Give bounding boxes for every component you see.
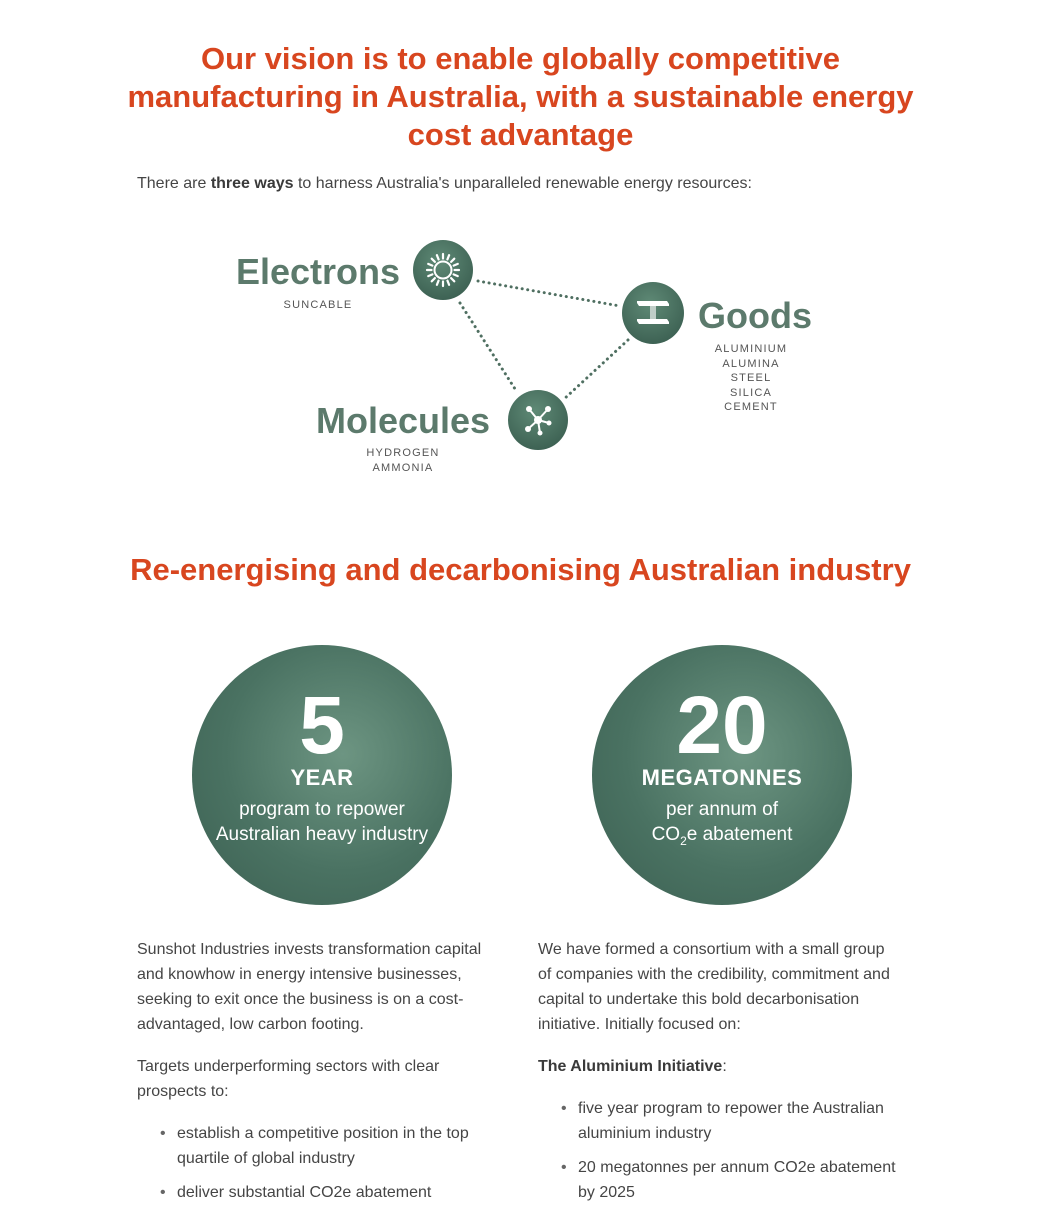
initiative-label: The Aluminium Initiative <box>538 1058 723 1075</box>
left-bullet-list <box>137 1121 509 1205</box>
stat-desc-line-2: $CO_2e$ abatement <box>651 824 793 848</box>
right-para-1: We have formed a consortium with a small group of companies with the credibility, commitment and capital to undertake this bold decarbonisation initiative. Initially focused on: <box>538 941 890 1033</box>
intro-emphasis: three ways <box>210 175 294 192</box>
list-item: • establish a competitive position in the top quartile of global industry <box>177 1121 509 1171</box>
vision-heading: Our vision is to enable globally competitive manufacturing in Australia, with a sustainable energy cost advantage <box>127 41 914 152</box>
goods-item-5: CEMENT <box>724 401 778 413</box>
goods-item-3: STEEL <box>730 372 772 384</box>
goods-title: Goods <box>698 295 812 336</box>
left-para-2: Targets underperforming sectors with clear prospects to: <box>137 1058 440 1100</box>
electrons-item: SUNCABLE <box>283 299 353 311</box>
goods-item-4: SILICA <box>729 387 773 399</box>
diagram-connectors <box>460 281 628 400</box>
molecules-item-2: AMMONIA <box>372 462 434 474</box>
goods-item-2: ALUMINA <box>722 358 780 370</box>
stat-description: program to repower Australian heavy industry <box>215 799 429 845</box>
stat-circle-years <box>192 645 452 905</box>
stat-number: 5 <box>299 680 345 771</box>
stat-desc-line-1: per annum of <box>666 799 778 820</box>
initiative-line: The Aluminium Initiative: <box>538 1058 727 1075</box>
stat-unit: MEGATONNES <box>641 765 803 790</box>
goods-item-1: ALUMINIUM <box>714 343 788 355</box>
right-column <box>538 937 898 1214</box>
stat-unit: YEAR <box>290 765 354 790</box>
intro-suffix: to harness Australia's unparalleled renewable energy resources: <box>293 175 752 192</box>
section-heading: Re-energising and decarbonising Australian industry <box>130 552 911 587</box>
connector-electrons-goods <box>478 281 620 306</box>
connector-electrons-molecules <box>460 303 517 392</box>
molecules-item-1: HYDROGEN <box>366 447 440 459</box>
left-para-1: Sunshot Industries invests transformation capital and knowhow in energy intensive businesses, seeking to exit once the business is on a cost-advantaged, low carbon footing. <box>137 941 482 1033</box>
molecules-title: Molecules <box>315 400 491 441</box>
three-ways-diagram <box>0 0 1041 520</box>
stat-number: 20 <box>676 680 768 771</box>
stat-circle-megatonnes <box>592 645 852 905</box>
list-item: • deliver substantial CO2e abatement <box>177 1180 509 1205</box>
electrons-title: Electrons <box>235 251 401 292</box>
stat-description <box>612 797 832 854</box>
list-item: • 20 megatonnes per annum CO2e abatement by 2025 <box>578 1155 898 1205</box>
electrons-node <box>413 240 473 300</box>
list-item: • five year program to repower the Australian aluminium industry <box>578 1096 898 1146</box>
intro-prefix: There are <box>137 175 211 192</box>
left-column <box>137 937 509 1214</box>
connector-goods-molecules <box>563 340 628 400</box>
right-bullet-list <box>538 1096 898 1205</box>
